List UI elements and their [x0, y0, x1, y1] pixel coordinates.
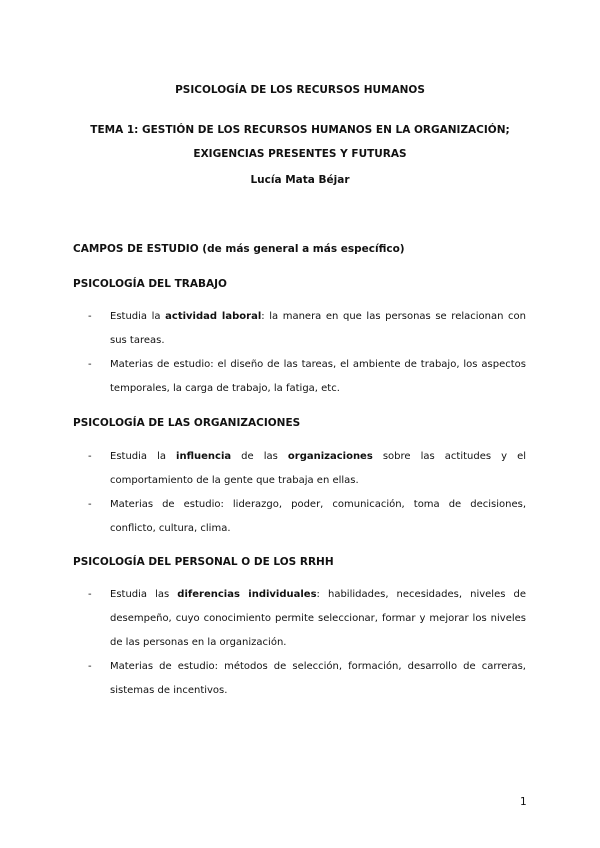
author-name: Lucía Mata Béjar: [250, 174, 350, 186]
section-list-trabajo: [88, 305, 526, 401]
document-title: PSICOLOGÍA DE LOS RECURSOS HUMANOS: [175, 84, 425, 96]
topic-title: TEMA 1: GESTIÓN DE LOS RECURSOS HUMANOS EN LA ORGANIZACIÓN; EXIGENCIAS PRESENTES Y FUTURAS: [90, 124, 510, 160]
list-item: - Materias de estudio: el diseño de las tareas, el ambiente de trabajo, los aspectos temporales, la carga de trabajo, la fatiga, etc.: [88, 353, 526, 401]
section-heading-personal: PSICOLOGÍA DEL PERSONAL O DE LOS RRHH: [73, 556, 334, 568]
list-item: - Estudia las diferencias individuales: habilidades, necesidades, niveles de desempeño, cuyo conocimiento permite seleccionar, formar y mejorar los niveles de las personas en la organización.: [88, 583, 526, 655]
section-heading-organizaciones: PSICOLOGÍA DE LAS ORGANIZACIONES: [73, 417, 301, 429]
fields-heading: CAMPOS DE ESTUDIO (de más general a más específico): [73, 243, 405, 255]
list-item: - Estudia la actividad laboral: la manera en que las personas se relacionan con sus tareas.: [88, 305, 526, 353]
list-item: - Materias de estudio: métodos de selección, formación, desarrollo de carreras, sistemas de incentivos.: [88, 655, 526, 703]
section-heading-trabajo: PSICOLOGÍA DEL TRABAJO: [73, 278, 227, 290]
list-item: - Materias de estudio: liderazgo, poder, comunicación, toma de decisiones, conflicto, cultura, clima.: [88, 493, 526, 541]
section-list-personal: [88, 583, 526, 703]
section-list-organizaciones: [88, 445, 526, 541]
list-item: - Estudia la influencia de las organizaciones sobre las actitudes y el comportamiento de la gente que trabaja en ellas.: [88, 445, 526, 493]
page-number: 1: [520, 796, 527, 808]
